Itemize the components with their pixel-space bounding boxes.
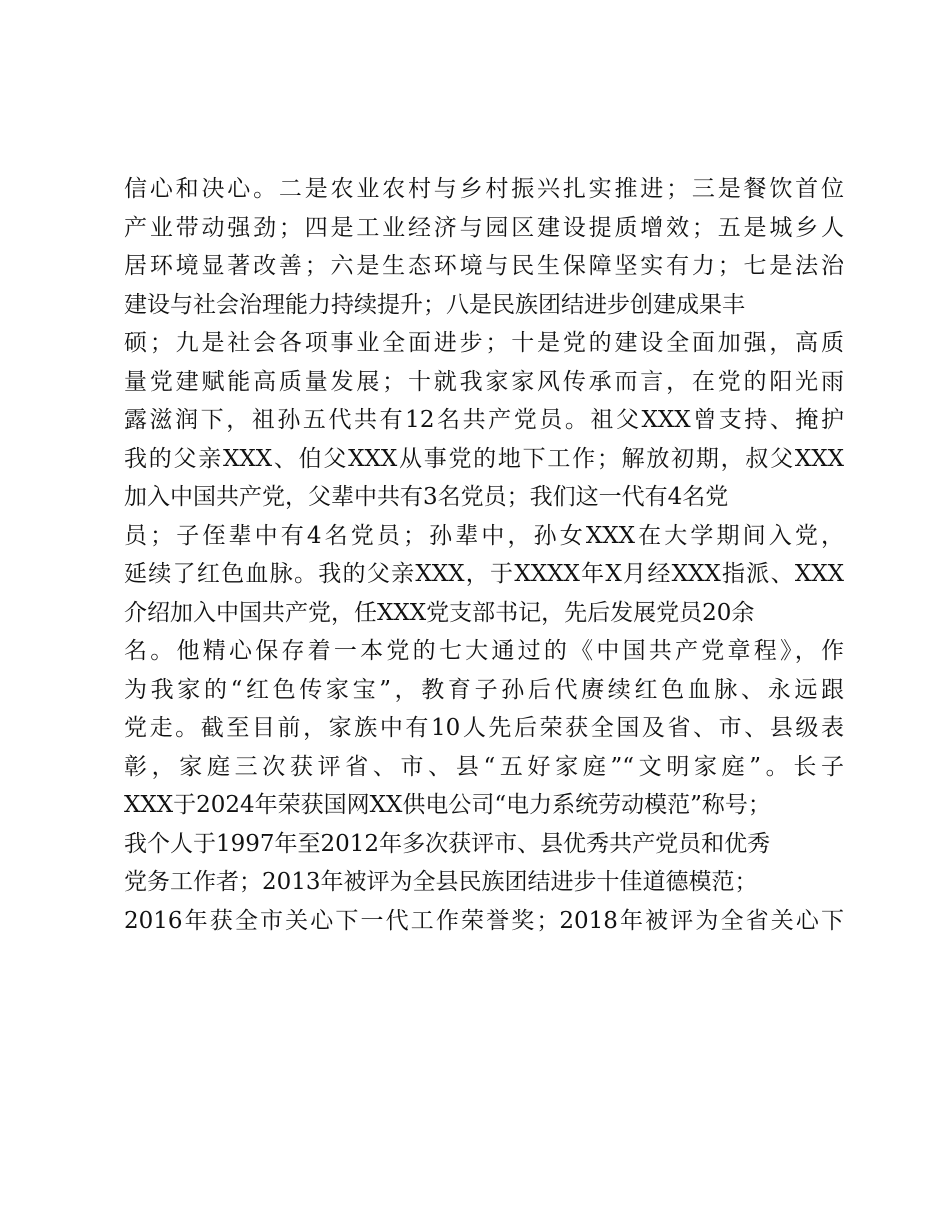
text-line: 我个人于1997年至2012年多次获评市、县优秀共产党员和优秀 bbox=[124, 830, 771, 857]
text-line: 产业带动强劲；四是工业经济与园区建设提质增效；五是城乡人 bbox=[124, 214, 844, 241]
text-line: 名。他精心保存着一本党的七大通过的《中国共产党章程》，作 bbox=[124, 638, 844, 664]
text-line: 党务工作者；2013年被评为全县民族团结进步十佳道德模范； bbox=[124, 869, 758, 895]
text-line: XXX于2024年荣获国网XX供电公司“电力系统劳动模范”称号； bbox=[124, 792, 771, 818]
text-line: 为我家的“红色传家宝”，教育子孙后代赓续红色血脉、永远跟 bbox=[124, 676, 844, 703]
text-line: 露滋润下，祖孙五代共有12名共产党员。祖父XXX曾支持、掩护 bbox=[124, 407, 844, 433]
text-line: 硕；九是社会各项事业全面进步；十是党的建设全面加强，高质 bbox=[124, 330, 844, 356]
text-line: 信心和决心。二是农业农村与乡村振兴扎实推进；三是餐饮首位 bbox=[124, 176, 844, 202]
text-line: 我的父亲XXX、伯父XXX从事党的地下工作；解放初期，叔父XXX bbox=[124, 445, 844, 472]
text-line: 彰，家庭三次获评省、市、县“五好家庭”“文明家庭”。长子 bbox=[124, 753, 844, 780]
body-paragraph bbox=[124, 170, 844, 940]
text-line: 量党建赋能高质量发展；十就我家家风传承而言，在党的阳光雨 bbox=[124, 368, 844, 395]
text-line: 加入中国共产党，父辈中共有3名党员；我们这一代有4名党 bbox=[124, 484, 729, 510]
text-line: 党走。截至目前，家族中有10人先后荣获全国及省、市、县级表 bbox=[124, 715, 844, 741]
text-line: 建设与社会治理能力持续提升；八是民族团结进步创建成果丰 bbox=[124, 291, 745, 318]
text-line: 延续了红色血脉。我的父亲XXX，于XXXX年X月经XXX指派、XXX bbox=[124, 561, 844, 587]
text-line: 介绍加入中国共产党，任XXX党支部书记，先后发展党员20余 bbox=[124, 599, 755, 626]
text-line: 员；子侄辈中有4名党员；孙辈中，孙女XXX在大学期间入党， bbox=[124, 522, 844, 549]
text-line: 2016年获全市关心下一代工作荣誉奖；2018年被评为全省关心下 bbox=[124, 907, 844, 934]
text-line: 居环境显著改善；六是生态环境与民生保障坚实有力；七是法治 bbox=[124, 253, 844, 279]
